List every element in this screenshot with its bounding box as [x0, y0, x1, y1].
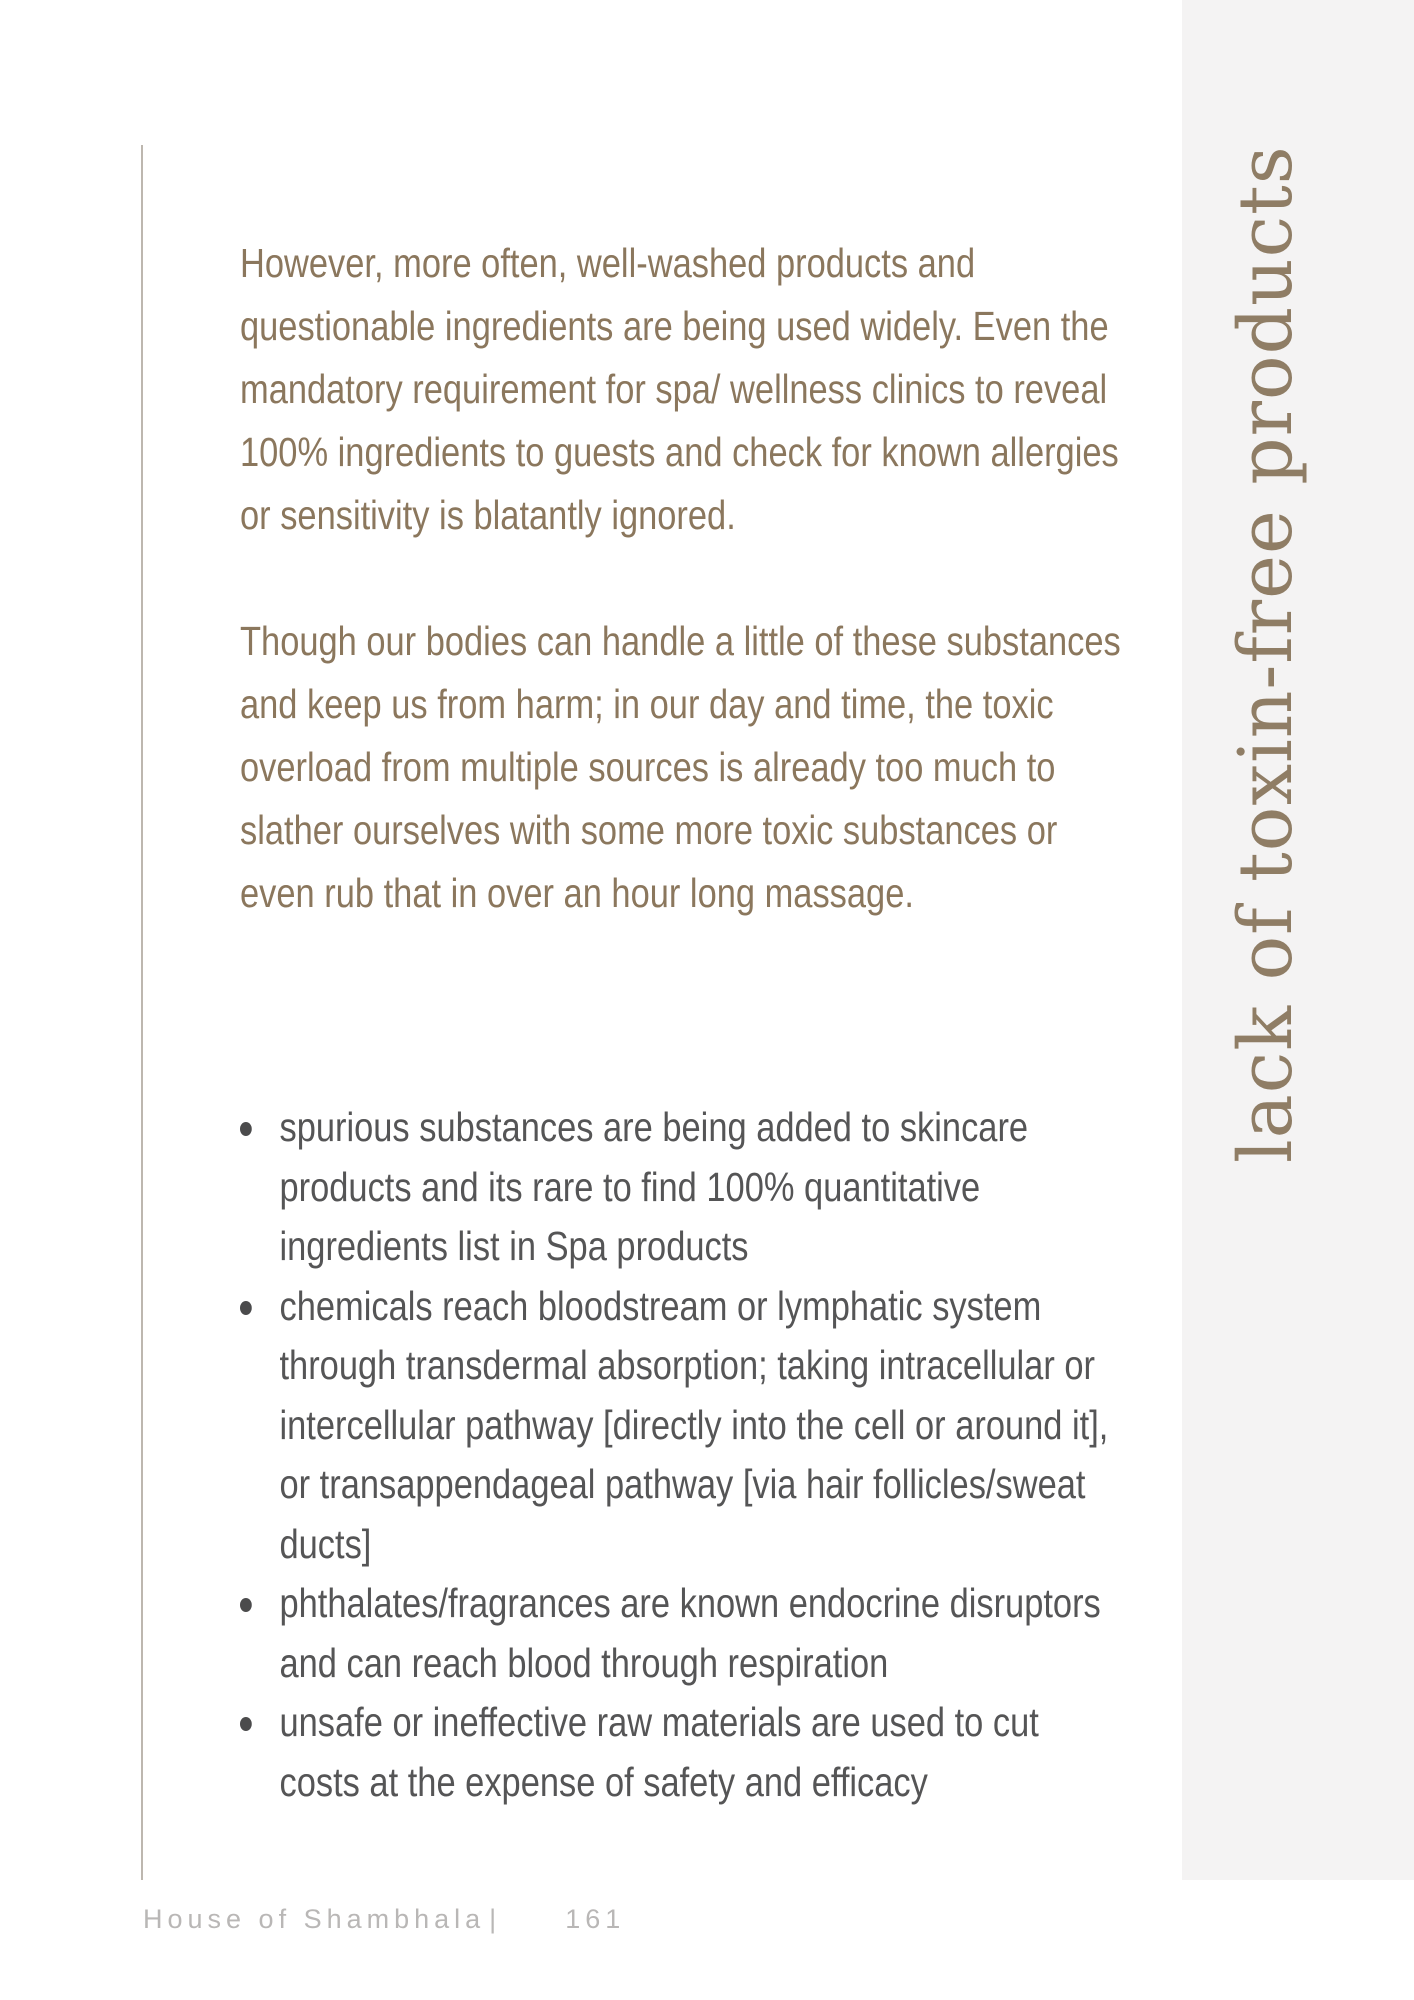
bullet-icon — [240, 1717, 252, 1731]
left-divider — [141, 145, 143, 1880]
list-item-text: unsafe or ineffective raw materials are used to cut costs at the expense of safety and efficacy — [279, 1699, 1039, 1805]
bullet-icon — [240, 1598, 252, 1612]
list-item — [240, 1277, 1122, 1575]
page-footer — [143, 1904, 625, 1935]
footer-separator: | — [489, 1904, 502, 1934]
main-content — [240, 232, 1140, 925]
list-item-text: spurious substances are being added to skincare products and its rare to find 100% quantitative ingredients list in Spa products — [279, 1104, 1029, 1269]
paragraph-2: Though our bodies can handle a little of these substances and keep us from harm; in our day and time, the toxic overload from multiple sources is already too much to slather ourselves with some more toxic substances or even rub that in over an hour long massage. — [240, 618, 1121, 916]
footer-brand: House of Shambhala — [143, 1904, 486, 1934]
list-item — [240, 1574, 1122, 1693]
section-title: lack of toxin-free products — [1223, 145, 1309, 1163]
list-item-text: chemicals reach bloodstream or lymphatic system through transdermal absorption; taking intracellular or intercellular pathway [directly into the cell or around it], or transappendageal pathway [via hair follicles/sweat ducts] — [279, 1282, 1109, 1567]
body-text — [240, 232, 1122, 925]
bullet-icon — [240, 1122, 252, 1136]
list-item — [240, 1098, 1122, 1277]
page-number: 161 — [565, 1904, 626, 1934]
paragraph-1: However, more often, well-washed products and questionable ingredients are being used widely. Even the mandatory requirement for spa/ wellness clinics to reveal 100% ingredients to guests and check for known allergies or sensitivity is blatantly ignored. — [240, 240, 1119, 538]
bullet-list — [240, 1098, 1122, 1812]
list-item — [240, 1693, 1122, 1812]
bullet-icon — [240, 1301, 252, 1315]
list-item-text: phthalates/fragrances are known endocrine disruptors and can reach blood through respiration — [279, 1580, 1101, 1686]
